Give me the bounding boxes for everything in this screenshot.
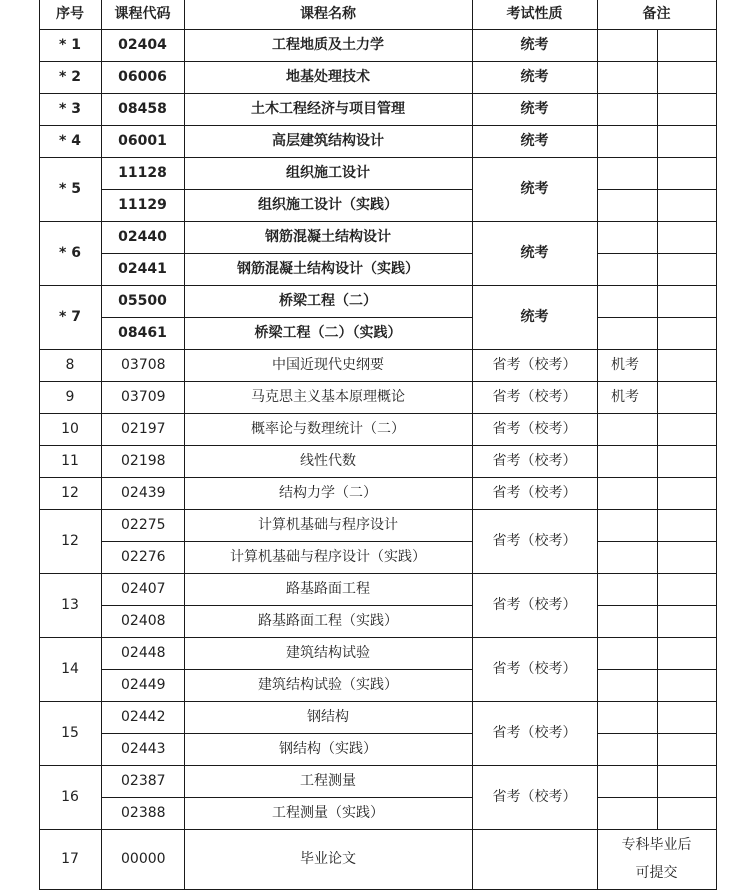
course-name-cell: 工程地质及土力学 bbox=[272, 37, 384, 53]
course-name-cell: 路基路面工程（实践） bbox=[258, 613, 398, 629]
note-extra-cell bbox=[657, 477, 716, 509]
table-rule bbox=[597, 669, 717, 670]
table-rule bbox=[472, 0, 473, 890]
course-code-cell: 02387 bbox=[121, 773, 166, 789]
seq-cell: 12 bbox=[61, 533, 79, 549]
table-rule bbox=[101, 0, 102, 890]
table-rule bbox=[101, 669, 473, 670]
seq-cell: * 5 bbox=[59, 181, 81, 197]
course-code-cell: 08461 bbox=[118, 325, 167, 341]
seq-cell: * 6 bbox=[59, 245, 81, 261]
course-name-cell: 桥梁工程（二） bbox=[279, 293, 377, 309]
table-rule bbox=[716, 0, 717, 890]
note-cell: 机考 bbox=[611, 357, 639, 373]
table-rule bbox=[597, 189, 717, 190]
course-code-cell: 02439 bbox=[121, 485, 166, 501]
course-code-cell: 05500 bbox=[118, 293, 167, 309]
note-extra-cell bbox=[657, 61, 716, 93]
seq-cell: * 4 bbox=[59, 133, 81, 149]
course-code-cell: 02449 bbox=[121, 677, 166, 693]
exam-type-cell: 省考（校考） bbox=[492, 597, 577, 613]
course-name-cell: 中国近现代史纲要 bbox=[272, 357, 384, 373]
course-code-cell: 02440 bbox=[118, 229, 167, 245]
course-code-cell: 02407 bbox=[121, 581, 166, 597]
seq-cell: * 2 bbox=[59, 69, 81, 85]
exam-type-cell: 统考 bbox=[520, 101, 549, 117]
course-name-cell: 组织施工设计 bbox=[286, 165, 370, 181]
course-code-cell: 02404 bbox=[118, 37, 167, 53]
exam-type-cell: 省考（校考） bbox=[492, 533, 577, 549]
note-cell bbox=[597, 61, 657, 93]
note-cell bbox=[597, 125, 657, 157]
note-line: 可提交 bbox=[635, 865, 678, 881]
course-name-cell: 结构力学（二） bbox=[279, 485, 377, 501]
exam-type-cell: 统考 bbox=[520, 133, 549, 149]
course-code-cell: 03708 bbox=[121, 357, 166, 373]
course-name-cell: 马克思主义基本原理概论 bbox=[251, 389, 405, 405]
note-cell: 机考 bbox=[611, 389, 639, 405]
header-code: 课程代码 bbox=[114, 5, 171, 22]
course-name-cell: 工程测量（实践） bbox=[272, 805, 384, 821]
course-code-cell: 02276 bbox=[121, 549, 166, 565]
exam-type-cell: 统考 bbox=[520, 245, 549, 261]
note-line: 专科毕业后 bbox=[621, 837, 692, 853]
note-extra-cell bbox=[657, 413, 716, 445]
course-code-cell: 03709 bbox=[121, 389, 166, 405]
course-name-cell: 计算机基础与程序设计 bbox=[258, 517, 398, 533]
table-rule bbox=[657, 93, 658, 126]
table-rule bbox=[101, 189, 473, 190]
note-cell bbox=[597, 829, 716, 889]
seq-cell: 10 bbox=[61, 421, 79, 437]
course-name-cell: 毕业论文 bbox=[300, 851, 356, 867]
exam-type-cell: 省考（校考） bbox=[492, 421, 577, 437]
header-note: 备注 bbox=[642, 5, 671, 22]
note-cell bbox=[597, 413, 657, 445]
course-code-cell: 11129 bbox=[118, 197, 167, 213]
exam-type-cell: 统考 bbox=[520, 309, 549, 325]
table-rule bbox=[101, 541, 473, 542]
seq-cell: 17 bbox=[61, 851, 79, 867]
course-name-cell: 计算机基础与程序设计（实践） bbox=[230, 549, 426, 565]
table-rule bbox=[597, 733, 717, 734]
course-code-cell: 02197 bbox=[121, 421, 166, 437]
note-cell bbox=[597, 445, 657, 477]
table-rule bbox=[657, 349, 658, 382]
seq-cell: 13 bbox=[61, 597, 79, 613]
course-code-cell: 02448 bbox=[121, 645, 166, 661]
exam-type-cell: 省考（校考） bbox=[492, 357, 577, 373]
course-name-cell: 钢筋混凝土结构设计（实践） bbox=[237, 261, 419, 277]
table-rule bbox=[101, 733, 473, 734]
note-extra-cell bbox=[657, 445, 716, 477]
note-extra-cell bbox=[657, 125, 716, 157]
course-name-cell: 钢结构（实践） bbox=[279, 741, 377, 757]
seq-cell: 16 bbox=[61, 789, 79, 805]
seq-cell: 14 bbox=[61, 661, 79, 677]
note-extra-cell bbox=[657, 381, 716, 413]
table-rule bbox=[657, 61, 658, 94]
table-rule bbox=[597, 605, 717, 606]
seq-cell: * 7 bbox=[59, 309, 81, 325]
course-code-cell: 08458 bbox=[118, 101, 167, 117]
course-name-cell: 线性代数 bbox=[300, 453, 356, 469]
course-code-cell: 00000 bbox=[121, 851, 166, 867]
seq-cell: * 1 bbox=[59, 37, 81, 53]
course-name-cell: 建筑结构试验 bbox=[286, 645, 370, 661]
exam-type-cell: 统考 bbox=[520, 37, 549, 53]
table-rule bbox=[101, 317, 473, 318]
table-rule bbox=[184, 0, 185, 890]
course-code-cell: 06006 bbox=[118, 69, 167, 85]
course-name-cell: 工程测量 bbox=[300, 773, 356, 789]
course-code-cell: 02443 bbox=[121, 741, 166, 757]
table-rule bbox=[597, 0, 598, 890]
course-name-cell: 组织施工设计（实践） bbox=[258, 197, 398, 213]
course-name-cell: 地基处理技术 bbox=[286, 69, 370, 85]
course-code-cell: 02198 bbox=[121, 453, 166, 469]
course-name-cell: 建筑结构试验（实践） bbox=[258, 677, 398, 693]
seq-cell: 9 bbox=[65, 389, 75, 405]
course-code-cell: 02275 bbox=[121, 517, 166, 533]
course-name-cell: 桥梁工程（二）（实践） bbox=[254, 325, 402, 341]
note-cell bbox=[597, 93, 657, 125]
table-rule bbox=[101, 797, 473, 798]
header-seq: 序号 bbox=[56, 5, 84, 22]
seq-cell: 8 bbox=[65, 357, 75, 373]
note-extra-cell bbox=[657, 349, 716, 381]
exam-type-cell: 省考（校考） bbox=[492, 789, 577, 805]
seq-cell: 12 bbox=[61, 485, 79, 501]
table-rule bbox=[597, 253, 717, 254]
table-rule bbox=[657, 125, 658, 158]
exam-type-cell: 省考（校考） bbox=[492, 485, 577, 501]
course-code-cell: 02388 bbox=[121, 805, 166, 821]
table-rule bbox=[597, 797, 717, 798]
table-rule bbox=[101, 605, 473, 606]
course-name-cell: 土木工程经济与项目管理 bbox=[251, 101, 405, 117]
exam-type-cell: 省考（校考） bbox=[492, 389, 577, 405]
course-name-cell: 钢筋混凝土结构设计 bbox=[265, 229, 391, 245]
note-cell bbox=[597, 477, 657, 509]
exam-type-cell: 省考（校考） bbox=[492, 453, 577, 469]
course-code-cell: 06001 bbox=[118, 133, 167, 149]
table-rule bbox=[657, 413, 658, 446]
exam-type-cell: 统考 bbox=[520, 69, 549, 85]
header-exam: 考试性质 bbox=[506, 5, 563, 22]
table-rule bbox=[101, 253, 473, 254]
course-code-cell: 02441 bbox=[118, 261, 167, 277]
exam-type-cell: 省考（校考） bbox=[492, 661, 577, 677]
table-rule bbox=[39, 889, 717, 890]
seq-cell: 15 bbox=[61, 725, 79, 741]
course-name-cell: 路基路面工程 bbox=[286, 581, 370, 597]
course-name-cell: 概率论与数理统计（二） bbox=[251, 421, 405, 437]
course-code-cell: 02408 bbox=[121, 613, 166, 629]
table-rule bbox=[657, 445, 658, 478]
note-extra-cell bbox=[657, 93, 716, 125]
table-rule bbox=[657, 477, 658, 510]
table-rule bbox=[39, 0, 40, 890]
table-rule bbox=[657, 381, 658, 414]
note-extra-cell bbox=[657, 29, 716, 61]
seq-cell: * 3 bbox=[59, 101, 81, 117]
table-rule bbox=[597, 317, 717, 318]
course-code-cell: 02442 bbox=[121, 709, 166, 725]
note-cell bbox=[597, 29, 657, 61]
exam-type-cell bbox=[472, 829, 597, 889]
course-code-cell: 11128 bbox=[118, 165, 167, 181]
header-name: 课程名称 bbox=[300, 5, 356, 22]
exam-type-cell: 统考 bbox=[520, 181, 549, 197]
course-name-cell: 高层建筑结构设计 bbox=[272, 133, 384, 149]
seq-cell: 11 bbox=[61, 453, 79, 469]
table-rule bbox=[657, 29, 658, 62]
course-name-cell: 钢结构 bbox=[307, 709, 349, 725]
exam-type-cell: 省考（校考） bbox=[492, 725, 577, 741]
table-rule bbox=[597, 541, 717, 542]
